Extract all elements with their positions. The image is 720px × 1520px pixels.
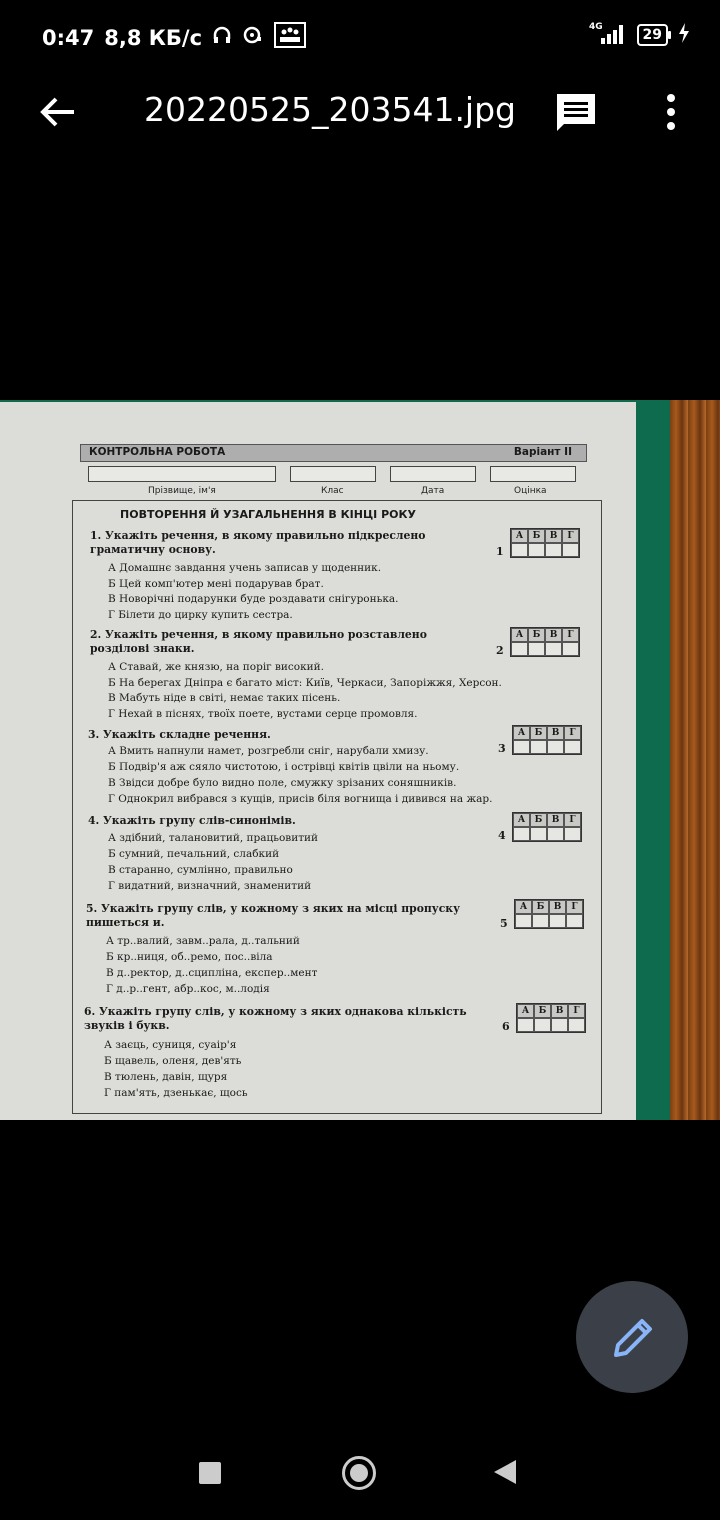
headphones-icon [212, 25, 232, 50]
class-box [290, 466, 376, 482]
comment-button[interactable] [554, 90, 598, 134]
question-number: 6 [502, 1020, 510, 1033]
date-box [390, 466, 476, 482]
arrow-left-icon [36, 90, 80, 134]
option-a: А заєць, суниця, суаір'я [104, 1039, 237, 1051]
question-4: 4. Укажіть групу слів-синонімів. [88, 814, 296, 827]
option-c: В Мабуть ніде в світі, немає таких пісень. [108, 692, 341, 704]
option-b: Б щавель, оленя, дев'ять [104, 1055, 242, 1067]
option-d: Г видатний, визначний, знаменитий [108, 880, 312, 892]
recents-button[interactable] [199, 1462, 221, 1484]
option-c: В Звідси добре було видно поле, смужку зрізаних соняшників. [108, 777, 457, 789]
field-label: Оцінка [514, 486, 547, 496]
option-d: Г Білети до цирку купить сестра. [108, 609, 293, 621]
option-a: А тр..валий, завм..рала, д..тальний [106, 935, 300, 947]
sync-icon [242, 25, 264, 50]
edit-button[interactable] [576, 1281, 688, 1393]
home-button[interactable] [342, 1456, 376, 1490]
field-label: Прізвище, ім'я [148, 486, 216, 496]
option-a: А Вмить напнули намет, розгребли сніг, нарубали хмизу. [108, 745, 429, 757]
network-type: 4G [588, 22, 603, 32]
clock: 0:47 [42, 25, 95, 50]
name-box [88, 466, 276, 482]
option-a: А Домашнє завдання учень записав у щоденник. [108, 562, 382, 574]
notification-icon [274, 22, 306, 53]
field-label: Дата [421, 486, 445, 496]
grade-box [490, 466, 576, 482]
question-number: 4 [498, 829, 506, 842]
option-d: Г д..р..гент, абр..кос, м..лодія [106, 983, 270, 995]
question-number: 2 [496, 644, 504, 657]
option-b: Б сумний, печальний, слабкий [108, 848, 280, 860]
photo-viewer[interactable] [0, 400, 720, 1120]
answer-grid: А Б В Г [514, 899, 584, 929]
option-b: Б Подвір'я аж сяяло чистотою, і острівці квітів цвіли на ньому. [108, 761, 460, 773]
question-1: 1. Укажіть речення, в якому правильно підкреслено граматичну основу. [90, 529, 426, 556]
question-number: 5 [500, 917, 508, 930]
answer-grid: А Б В Г [516, 1003, 586, 1033]
pencil-icon [576, 1281, 688, 1393]
option-c: В тюлень, давін, щуря [104, 1071, 228, 1083]
more-options-button[interactable] [656, 90, 686, 134]
option-a: А Ставай, же князю, на поріг високий. [108, 661, 325, 673]
battery-icon [637, 24, 668, 46]
wooden-table-edge [670, 400, 720, 1120]
option-b: Б На берегах Дніпра є багато міст: Київ, Черкаси, Запоріжжя, Херсон. [108, 677, 502, 689]
option-c: В д..ректор, д..сципліна, експер..мент [106, 967, 318, 979]
answer-grid: А Б В Г [510, 528, 580, 558]
option-d: Г пам'ять, дзенькає, щось [104, 1087, 248, 1099]
answer-grid: А Б В Г [510, 627, 580, 657]
option-c: В старанно, сумлінно, правильно [108, 864, 293, 876]
option-d: Г Нехай в піснях, твоїх поете, вустами серце промовля. [108, 708, 418, 720]
home-icon [350, 1464, 368, 1482]
section-title: ПОВТОРЕННЯ Й УЗАГАЛЬНЕННЯ В КІНЦІ РОКУ [120, 508, 416, 521]
file-title: 20220525_203541.jpg [144, 90, 516, 129]
field-label: Клас [321, 486, 344, 496]
worksheet [0, 402, 636, 1120]
comment-icon [554, 90, 598, 134]
navigation-bar [0, 1430, 720, 1520]
option-d: Г Однокрил вибрався з кущів, присів біля вогнища і дивився на жар. [108, 793, 493, 805]
header-title: КОНТРОЛЬНА РОБОТА [89, 446, 226, 458]
question-5: 5. Укажіть групу слів, у кожному з яких на місці пропуску пишеться и. [86, 902, 460, 929]
battery-level: 29 [642, 26, 662, 43]
status-bar [0, 0, 720, 70]
charging-icon [678, 23, 690, 46]
worksheet-header [80, 444, 587, 462]
more-vert-icon [656, 90, 686, 134]
back-button[interactable] [36, 90, 80, 134]
question-number: 1 [496, 545, 504, 558]
header-variant: Варіант ІІ [513, 446, 572, 458]
option-b: Б кр..ниця, об..ремо, пос..віла [106, 951, 273, 963]
back-nav-button[interactable] [492, 1458, 518, 1486]
option-c: В Новорічні подарунки буде роздавати снігуронька. [108, 593, 399, 605]
question-2: 2. Укажіть речення, в якому правильно розставлено розділові знаки. [90, 628, 427, 655]
question-number: 3 [498, 742, 506, 755]
answer-grid: А Б В Г [512, 725, 582, 755]
question-3: 3. Укажіть складне речення. [88, 728, 271, 741]
option-b: Б Цей комп'ютер мені подарував брат. [108, 578, 324, 590]
app-bar [0, 72, 720, 152]
option-a: А здібний, талановитий, працьовитий [108, 832, 319, 844]
answer-grid: А Б В Г [512, 812, 582, 842]
signal-icon [587, 20, 627, 49]
question-6: 6. Укажіть групу слів, у кожному з яких однакова кількість звуків і букв. [84, 1005, 467, 1032]
network-speed: 8,8 КБ/с [104, 25, 203, 50]
